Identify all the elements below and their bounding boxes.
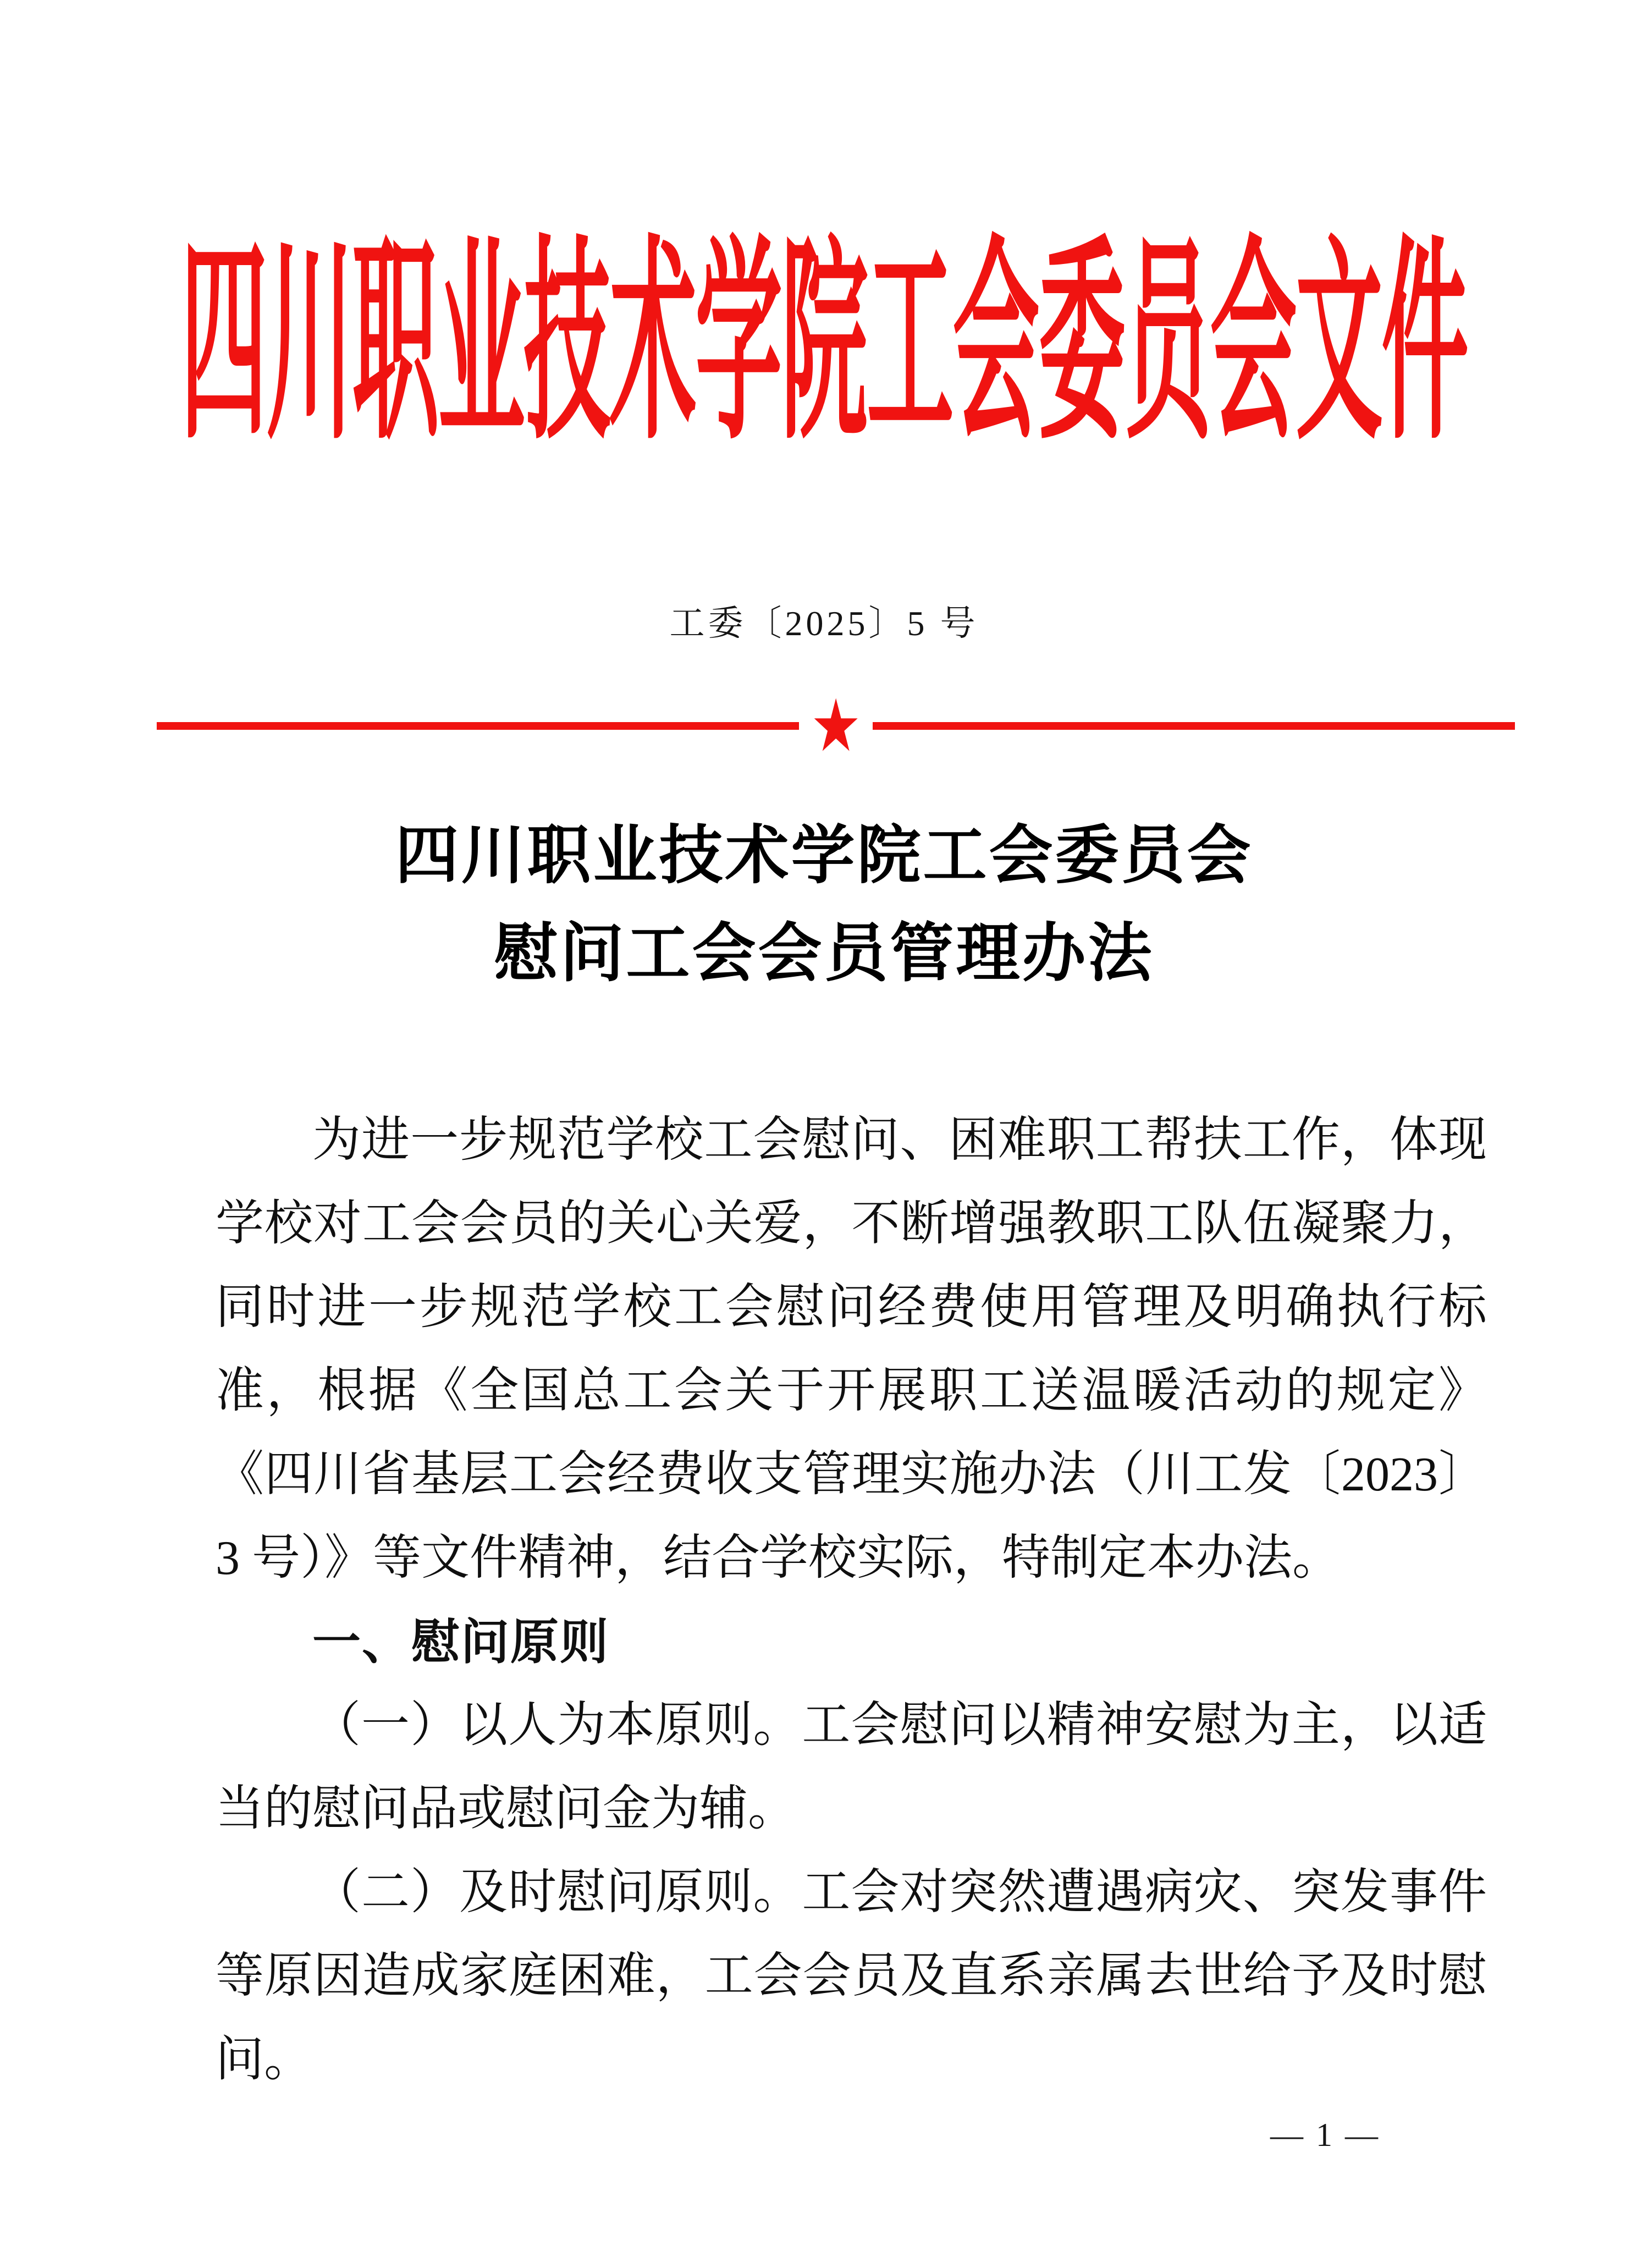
red-divider-line-right — [873, 722, 1515, 730]
red-star-icon: ★ — [810, 684, 862, 768]
page-number: — 1 — — [1270, 2117, 1380, 2153]
document-title-line2: 慰问工会会员管理办法 — [494, 919, 1154, 989]
document-body — [216, 1099, 1487, 2102]
body-paragraph-intro: 为进一步规范学校工会慰问、困难职工帮扶工作，体现学校对工会会员的关心关爱，不断增强教职工队伍凝聚力，同时进一步规范学校工会慰问经费使用管理及明确执行标准，根据《全国总工会关于开展职工送温暖活动的规定》《四川省基层工会经费收支管理实施办法（川工发〔2023〕3 号）》等文件精神，结合学校实际，特制定本办法。 — [216, 1114, 1487, 1585]
document-title — [0, 807, 1648, 1003]
section-heading-principles: 一、慰问原则 — [312, 1615, 610, 1669]
red-header-title: 四川职业技术学院工会委员会文件 — [180, 225, 1468, 466]
red-divider-line-left — [157, 722, 799, 730]
body-paragraph-principle-1: （一）以人为本原则。工会慰问以精神安慰为主，以适当的慰问品或慰问金为辅。 — [216, 1699, 1487, 1836]
red-divider — [157, 684, 1515, 768]
body-paragraph-principle-2: （二）及时慰问原则。工会对突然遭遇病灾、突发事件等原因造成家庭困难，工会会员及直系亲属去世给予及时慰问。 — [216, 1866, 1487, 2087]
document-title-line1: 四川职业技术学院工会委员会 — [395, 821, 1253, 891]
doc-number: 工委〔2025〕5 号 — [669, 604, 979, 643]
